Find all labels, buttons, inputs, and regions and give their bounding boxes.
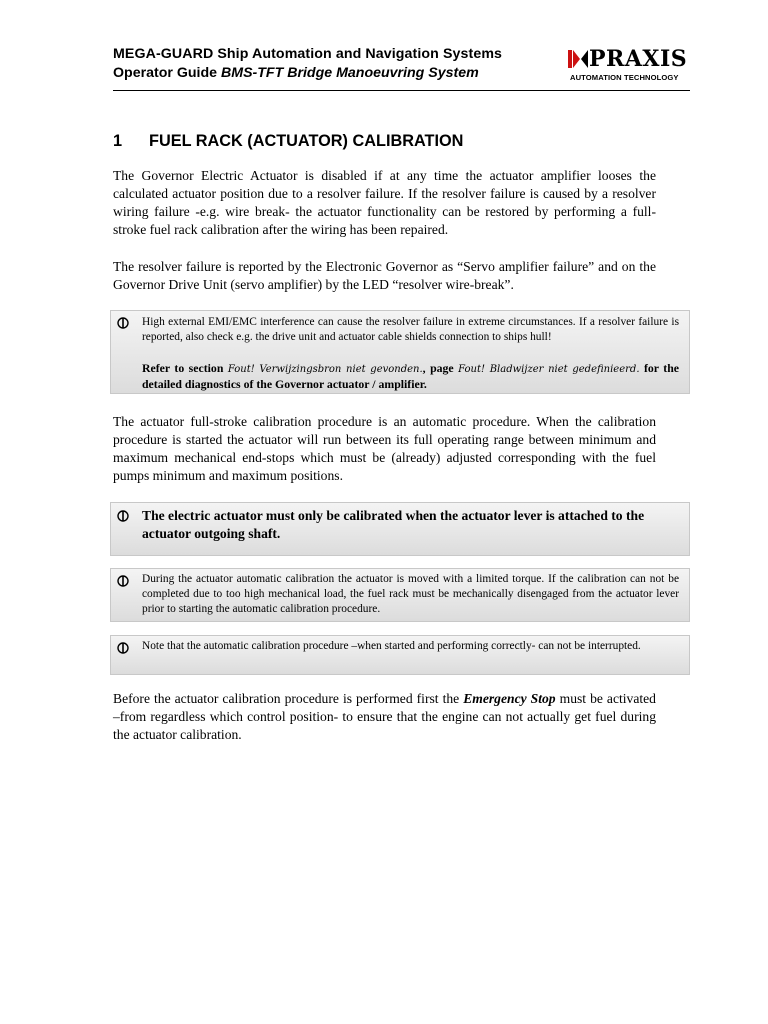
section-number: 1	[113, 132, 123, 150]
logo-mark-icon	[568, 50, 588, 68]
section-title: FUEL RACK (ACTUATOR) CALIBRATION	[149, 132, 464, 150]
page-header	[113, 44, 690, 90]
paragraph-calibration-procedure: The actuator full-stroke calibration procedure is an automatic procedure. When the calibration procedure is started the actuator will run between its full operating range between minimum and maximum mechanical end-stops which must be (already) adjusted corresponding with the fuel pumps minimum and maximum positions.	[113, 414, 656, 483]
header-title: MEGA-GUARD Ship Automation and Navigation Systems	[113, 46, 503, 62]
praxis-logo	[568, 46, 690, 84]
note-interrupt-text: Note that the automatic calibration procedure –when started and performing correctly- can not be interrupted.	[142, 640, 641, 652]
p4-after: must be activated –from regardless which control position- to ensure that the engine can not actually get fuel during the actuator calibration.	[113, 691, 656, 742]
note-box-not-interruptible	[110, 635, 690, 675]
info-circle-icon	[117, 642, 129, 654]
emergency-stop-term: Emergency Stop	[463, 691, 556, 706]
header-subtitle-italic: BMS-TFT Bridge Manoeuvring System	[221, 65, 479, 81]
ref-section-error: Fout! Verwijzingsbron niet gevonden.	[227, 364, 423, 375]
note-emi-text: High external EMI/EMC interference can cause the resolver failure in extreme circumstances. If a resolver failure is reported, also check e.g. the drive unit and actuator cable shields connection to ships hull!	[142, 316, 679, 343]
info-circle-icon	[117, 575, 129, 587]
paragraph-resolver-failure: The resolver failure is reported by the Electronic Governor as “Servo amplifier failure” and on the Governor Drive Unit (servo amplifier) by the LED “resolver wire-break”.	[113, 259, 656, 292]
note-lever-text: The electric actuator must only be calibrated when the actuator lever is attached to the actuator outgoing shaft.	[142, 508, 645, 541]
info-circle-icon	[117, 510, 129, 522]
info-circle-icon	[117, 317, 129, 329]
logo-wordmark: PRAXIS	[589, 46, 688, 72]
paragraph-emergency-stop	[113, 690, 656, 744]
note-emi-reference	[142, 361, 679, 392]
ref-suffix: for the detailed diagnostics of the Governor actuator / amplifier.	[142, 361, 679, 391]
ref-page-error: Fout! Bladwijzer niet gedefinieerd.	[458, 364, 640, 375]
logo-tagline: AUTOMATION TECHNOLOGY	[570, 73, 679, 82]
paragraph-actuator-disabled: The Governor Electric Actuator is disabled if at any time the actuator amplifier looses the calculated actuator position due to a resolver failure. If the resolver failure is caused by a resolver wiring failure -e.g. wire break- the actuator functionality can be restored by performing a full-stroke fuel rack calibration after the wiring has been repaired.	[113, 168, 656, 237]
header-subtitle-prefix: Operator Guide	[113, 65, 221, 81]
note-torque-text: During the actuator automatic calibration the actuator is moved with a limited torque. If the calibration can not be completed due to too high mechanical load, the fuel rack must be mechanically disengaged from the actuator lever prior to starting the automatic calibration procedure.	[142, 573, 679, 615]
p4-before: Before the actuator calibration procedure is performed first the	[113, 691, 464, 706]
note-box-lever-attached	[110, 502, 690, 556]
section-heading	[113, 132, 463, 151]
ref-page-label: , page	[422, 361, 459, 375]
ref-prefix: Refer to section	[142, 361, 228, 375]
note-box-emi	[110, 310, 690, 394]
header-divider	[113, 90, 690, 91]
header-subtitle	[113, 65, 479, 81]
note-box-limited-torque	[110, 568, 690, 622]
